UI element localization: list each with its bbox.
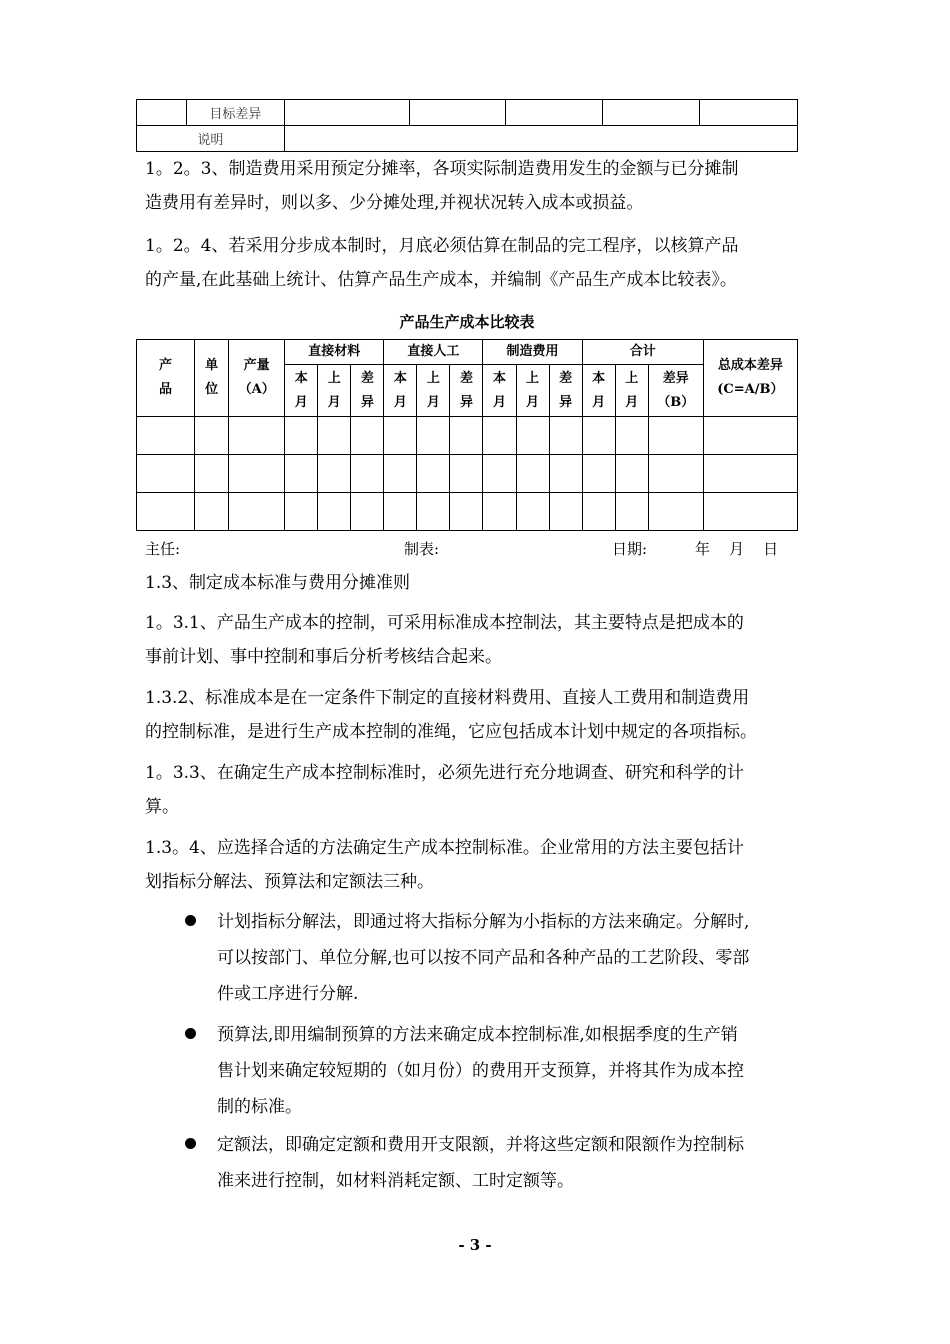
table-row [137,455,798,493]
table-row [137,126,798,152]
target-diff-label: 目标差异 [186,100,284,126]
date-ymd: 年 月 日 [695,540,779,558]
cost-table-title: 产品生产成本比较表 [399,313,535,331]
sub-total-diff: 差异 （B） [648,365,703,417]
remark-label: 说明 [137,126,285,152]
sub-last-month: 上 月 [516,365,549,417]
date-label: 日期: [612,540,648,558]
paragraph-1-3-4: 1.3。4、应选择合适的方法确定生产成本控制标准。企业常用的方法主要包括计 划指标分解法、预算法和定额法三种。 [145,838,744,892]
col-product: 产 品 [137,340,195,417]
cost-comparison-table [136,339,798,531]
paragraph-1-3-1: 1。3.1、产品生产成本的控制，可采用标准成本控制法，其主要特点是把成本的 事前计划、事中控制和事后分析考核结合起来。 [145,613,744,667]
group-total: 合计 [582,340,703,365]
group-direct-labor: 直接人工 [384,340,483,365]
sub-this-month: 本 月 [384,365,417,417]
bullet-icon [185,915,196,926]
sub-this-month: 本 月 [285,365,318,417]
page-number: - 3 - [458,1236,492,1254]
group-direct-material: 直接材料 [285,340,384,365]
sub-diff: 差 异 [549,365,582,417]
paragraph-1-3-3: 1。3.3、在确定生产成本控制标准时，必须先进行充分地调查、研究和科学的计 算。 [145,763,744,817]
sub-diff: 差 异 [351,365,384,417]
target-diff-table [136,99,798,152]
table-row [137,100,798,126]
sub-last-month: 上 月 [615,365,648,417]
sub-this-month: 本 月 [483,365,516,417]
paragraph-1-3-2: 1.3.2、标准成本是在一定条件下制定的直接材料费用、直接人工费用和制造费用 的控制标准，是进行生产成本控制的准绳，它应包括成本计划中规定的各项指标。 [145,688,757,742]
table-row [137,417,798,455]
bullet-icon [185,1028,196,1039]
sub-last-month: 上 月 [318,365,351,417]
paragraph-1-2-4: 1。2。4、若采用分步成本制时，月底必须估算在制品的完工程序，以核算产品 的产量,在此基础上统计、估算产品生产成本，并编制《产品生产成本比较表》。 [145,236,739,290]
sub-diff: 差 异 [450,365,483,417]
bullet-icon [185,1138,196,1149]
section-heading-1-3: 1.3、制定成本标准与费用分摊准则 [145,573,411,593]
table-row [137,493,798,531]
sub-last-month: 上 月 [417,365,450,417]
table-header-row [137,340,798,365]
group-manufacturing-overhead: 制造费用 [483,340,582,365]
col-unit: 单 位 [195,340,229,417]
supervisor-label: 主任: [145,540,181,558]
col-total-cost-diff: 总成本差异 (C=A/B） [703,340,797,417]
col-output: 产量 （A） [229,340,285,417]
paragraph-1-2-3: 1。2。3、制造费用采用预定分摊率，各项实际制造费用发生的金额与已分摊制 造费用有差异时，则以多、少分摊处理,并视状况转入成本或损益。 [145,159,739,213]
sub-this-month: 本 月 [582,365,615,417]
prepared-by-label: 制表: [404,540,440,558]
